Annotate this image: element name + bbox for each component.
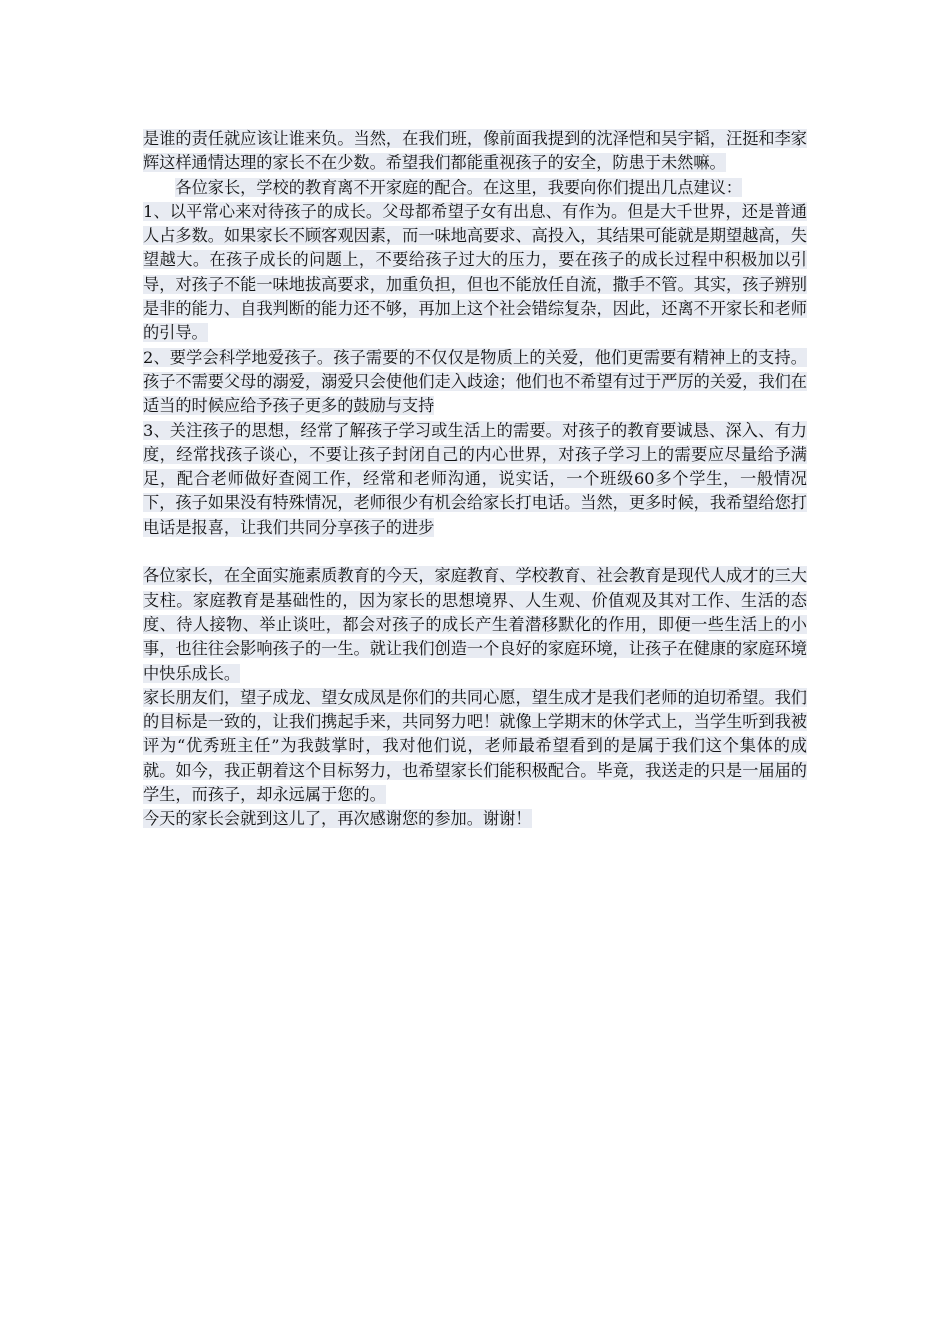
paragraph-family-education (143, 564, 807, 685)
paragraph-suggestion-2 (143, 346, 807, 419)
paragraph-text: 3、关注孩子的思想，经常了解孩子学习或生活上的需要。对孩子的教育要诚恳、深入、有力度，经常找孩子谈心，不要让孩子封闭自己的内心世界，对孩子学习上的需要应尽量给予满足，配合老师做好查阅工作，经常和老师沟通，说实话，一个班级60多个学生，一般情况下，孩子如果没有特殊情况，老师很少有机会给家长打电话。当然，更多时候，我希望给您打电话是报喜，让我们共同分享孩子的进步 (143, 420, 807, 537)
paragraph-suggestions-intro (143, 176, 807, 200)
paragraph-suggestion-1 (143, 200, 807, 346)
paragraph-text: 各位家长，学校的教育离不开家庭的配合。在这里，我要向你们提出几点建议： (175, 177, 742, 197)
blank-line (143, 540, 807, 564)
paragraph-shared-goal (143, 686, 807, 807)
document-body (143, 127, 807, 832)
paragraph-text: 家长朋友们，望子成龙、望女成凤是你们的共同心愿，望生成才是我们老师的迫切希望。我们的目标是一致的，让我们携起手来，共同努力吧！就像上学期末的休学式上，当学生听到我被评为“优秀班主任”为我鼓掌时，我对他们说，老师最希望看到的是属于我们这个集体的成就。如今，我正朝着这个目标努力，也希望家长们能积极配合。毕竟，我送走的只是一届届的学生，而孩子，却永远属于您的。 (143, 687, 807, 805)
paragraph-thanks (143, 807, 807, 831)
paragraph-text: 2、要学会科学地爱孩子。孩子需要的不仅仅是物质上的关爱，他们更需要有精神上的支持。孩子不需要父母的溺爱，溺爱只会使他们走入歧途；他们也不希望有过于严厉的关爱，我们在适当的时候应给予孩子更多的鼓励与支持 (143, 347, 807, 416)
paragraph-text: 是谁的责任就应该让谁来负。当然，在我们班，像前面我提到的沈泽恺和吴宇韬，汪挺和李家辉这样通情达理的家长不在少数。希望我们都能重视孩子的安全，防患于未然嘛。 (143, 129, 807, 173)
paragraph-safety-closing (143, 127, 807, 176)
paragraph-text: 1、以平常心来对待孩子的成长。父母都希望子女有出息、有作为。但是大千世界，还是普通人占多数。如果家长不顾客观因素，而一味地高要求、高投入，其结果可能就是期望越高，失望越大。在孩子成长的问题上，不要给孩子过大的压力，要在孩子的成长过程中积极加以引导，对孩子不能一味地拔高要求，加重负担，但也不能放任自流，撒手不管。其实，孩子辨别是非的能力、自我判断的能力还不够，再加上这个社会错综复杂，因此，还离不开家长和老师的引导。 (143, 201, 807, 343)
paragraph-suggestion-3 (143, 419, 807, 540)
paragraph-text: 今天的家长会就到这儿了，再次感谢您的参加。谢谢！ (143, 809, 532, 829)
paragraph-text: 各位家长，在全面实施素质教育的今天，家庭教育、学校教育、社会教育是现代人成才的三大支柱。家庭教育是基础性的，因为家长的思想境界、人生观、价值观及其对工作、生活的态度、待人接物、举止谈吐，都会对孩子的成长产生着潜移默化的作用，即便一些生活上的小事，也往往会影响孩子的一生。就让我们创造一个良好的家庭环境，让孩子在健康的家庭环境中快乐成长。 (143, 566, 807, 683)
